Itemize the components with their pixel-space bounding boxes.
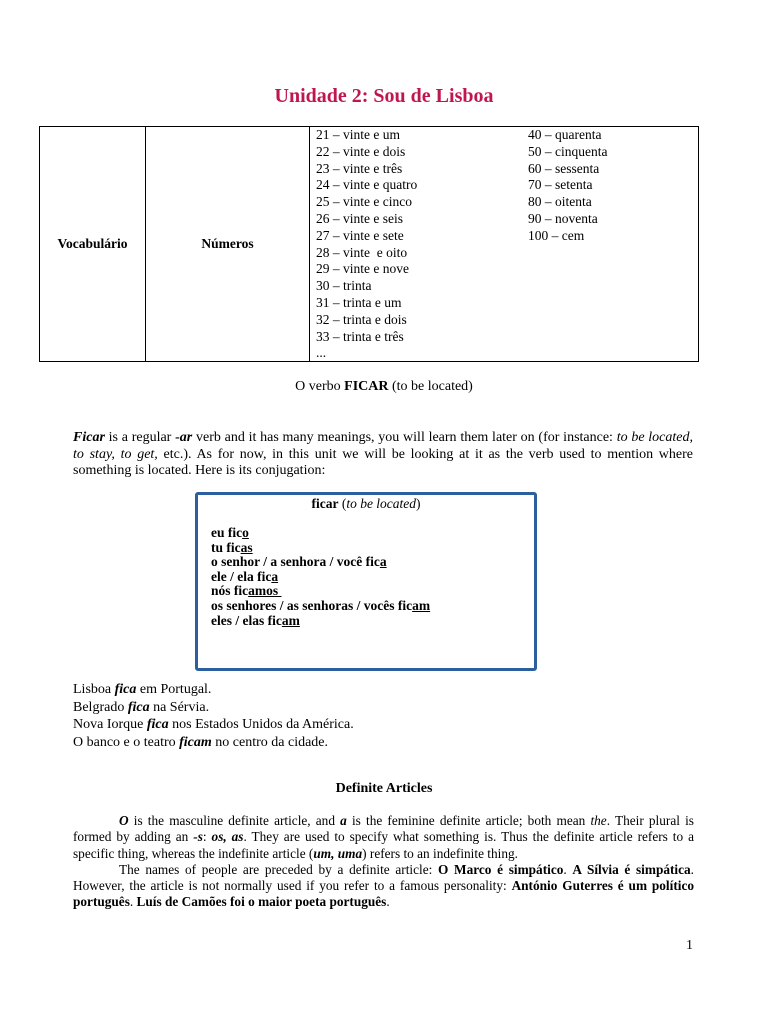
conjugation-title-open: ( bbox=[338, 496, 347, 511]
number-item: 29 – vinte e nove bbox=[316, 261, 409, 277]
numbers-label: Números bbox=[146, 127, 310, 362]
page-title: Unidade 2: Sou de Lisboa bbox=[274, 85, 494, 107]
conjugation-stem: eu fic bbox=[211, 525, 243, 540]
conjugation-line bbox=[211, 584, 430, 599]
conjugation-line bbox=[211, 570, 430, 585]
verb-heading bbox=[0, 379, 768, 395]
intro-text-3: etc.). As for now, in this unit we will be looking at it as the verb used to mention where something is located. Here is its conjugation: bbox=[73, 446, 693, 478]
number-item: 70 – setenta bbox=[528, 177, 593, 193]
example-post: em Portugal. bbox=[136, 682, 212, 697]
example-verb: fica bbox=[127, 699, 150, 715]
example-sentence bbox=[73, 716, 354, 734]
conjugation-line bbox=[211, 599, 430, 614]
intro-ar: -ar bbox=[175, 430, 193, 445]
p2-text-3: . However, the article is not normally used if you refer to a famous personality: bbox=[73, 861, 694, 894]
number-item: 32 – trinta e dois bbox=[316, 311, 407, 327]
article-plurals: os, as bbox=[211, 829, 244, 845]
example-verb: fica bbox=[114, 682, 137, 697]
intro-ficar: Ficar bbox=[73, 430, 105, 445]
number-item: 50 – cinquenta bbox=[528, 143, 608, 159]
number-item: 60 – sessenta bbox=[528, 160, 600, 176]
number-item: 27 – vinte e sete bbox=[316, 227, 404, 243]
example-pre: Belgrado bbox=[73, 699, 128, 715]
number-item: 31 – trinta e um bbox=[316, 294, 402, 310]
number-item: 30 – trinta bbox=[316, 278, 372, 294]
numbers-right-column bbox=[528, 127, 607, 245]
p1-text-2: is the feminine definite article; both mean bbox=[346, 813, 591, 828]
p1-text-1: is the masculine definite article, and bbox=[128, 813, 341, 828]
verb-heading-pre: O verbo bbox=[295, 379, 345, 394]
example-verb: ficam bbox=[179, 734, 212, 750]
conjugation-ending: am bbox=[281, 612, 300, 628]
example-sentence bbox=[73, 699, 354, 717]
number-item: 90 – noventa bbox=[528, 210, 598, 226]
number-item: 22 – vinte e dois bbox=[316, 143, 406, 159]
conjugation-line bbox=[211, 541, 430, 556]
article-o: O bbox=[119, 813, 129, 828]
conjugation-line bbox=[211, 614, 430, 629]
conjugation-stem: eles / elas fic bbox=[211, 612, 282, 628]
p1-text-5: . They are used to specify what something is. Thus the definite article refers to a specific thing, whereas the indefinite article ( bbox=[73, 829, 694, 861]
number-item: 40 – quarenta bbox=[528, 127, 602, 142]
articles-paragraph-2 bbox=[73, 862, 694, 911]
conjugation-ending: am bbox=[412, 597, 431, 613]
article-indefinite: um, uma bbox=[313, 845, 363, 861]
articles-body bbox=[73, 813, 694, 911]
verb-intro-paragraph bbox=[73, 430, 693, 480]
example-verb-bold bbox=[128, 700, 150, 715]
verb-heading-verb: FICAR bbox=[344, 379, 389, 394]
conjugation-ending: o bbox=[242, 525, 249, 540]
example-post: na Sérvia. bbox=[149, 699, 210, 715]
example-sentence bbox=[73, 681, 354, 699]
example-pre: Nova Iorque bbox=[73, 717, 147, 732]
conjugation-ending: a bbox=[271, 568, 279, 584]
example-pre: Lisboa bbox=[73, 682, 115, 697]
intro-examples: to be located, to stay, to get, bbox=[73, 430, 694, 462]
number-item: 23 – vinte e três bbox=[316, 160, 403, 176]
example-verb-bold bbox=[179, 735, 212, 750]
vocabulary-table bbox=[39, 126, 699, 362]
p1-text-4: : bbox=[202, 829, 212, 845]
example-verb-bold bbox=[147, 717, 169, 732]
p2-text-2: . bbox=[563, 861, 573, 877]
verb-heading-post: (to be located) bbox=[388, 379, 473, 394]
number-item: 24 – vinte e quatro bbox=[316, 177, 418, 193]
conjugation-lines bbox=[211, 526, 430, 628]
conjugation-ending: amos bbox=[248, 583, 282, 599]
article-the: the bbox=[590, 813, 607, 828]
p2-text-5: . bbox=[386, 894, 390, 910]
conjugation-line bbox=[211, 526, 430, 541]
numbers-list-cell bbox=[310, 127, 699, 362]
usage-examples bbox=[73, 681, 354, 751]
p2-text-1: The names of people are preceded by a definite article: bbox=[119, 861, 438, 877]
conjugation-stem: o senhor / a senhora / você fic bbox=[211, 554, 380, 570]
articles-heading: Definite Articles bbox=[335, 781, 433, 796]
number-item: 25 – vinte e cinco bbox=[316, 194, 412, 210]
conjugation-stem: ele / ela fic bbox=[211, 568, 272, 584]
article-a: a bbox=[340, 813, 347, 828]
conjugation-title-gloss: to be located bbox=[346, 496, 417, 511]
p1-text-3: . Their plural is formed by adding an bbox=[73, 813, 694, 845]
number-item: 28 – vinte e oito bbox=[316, 244, 408, 260]
intro-text-2: verb and it has many meanings, you will learn them later on (for instance: bbox=[192, 430, 617, 445]
number-item: 26 – vinte e seis bbox=[316, 210, 403, 226]
articles-paragraph-1 bbox=[73, 813, 694, 862]
number-item: 100 – cem bbox=[528, 227, 585, 243]
conjugation-title bbox=[198, 496, 534, 512]
example-post: nos Estados Unidos da América. bbox=[168, 717, 354, 732]
intro-text-1: is a regular bbox=[104, 430, 176, 445]
number-item: 33 – trinta e três bbox=[316, 328, 404, 344]
p2-example-1: O Marco é simpático bbox=[437, 861, 564, 877]
example-verb: fica bbox=[146, 717, 169, 732]
conjugation-stem: tu fic bbox=[211, 539, 241, 555]
conjugation-line bbox=[211, 555, 430, 570]
example-verb-bold bbox=[115, 682, 137, 697]
p2-example-3: António Guterres é um político português bbox=[73, 878, 694, 910]
p1-text-6: ) refers to an indefinite thing. bbox=[362, 845, 518, 861]
number-item: ... bbox=[316, 345, 327, 361]
numbers-left-column bbox=[316, 127, 417, 362]
conjugation-stem: os senhores / as senhoras / vocês fic bbox=[211, 597, 413, 613]
p2-example-2: A Sílvia é simpática bbox=[572, 861, 691, 877]
conjugation-ending: as bbox=[240, 539, 253, 555]
example-post: no centro da cidade. bbox=[211, 734, 329, 750]
page-number: 1 bbox=[686, 938, 693, 953]
example-sentence bbox=[73, 734, 354, 752]
vocabulary-label: Vocabulário bbox=[40, 127, 146, 362]
number-item: 21 – vinte e um bbox=[316, 127, 400, 142]
conjugation-title-verb: ficar bbox=[311, 496, 339, 511]
p2-example-4: Luís de Camões foi o maior poeta português bbox=[136, 894, 387, 910]
number-item: 80 – oitenta bbox=[528, 194, 592, 210]
conjugation-stem: nós fic bbox=[211, 583, 249, 599]
conjugation-ending: a bbox=[379, 554, 387, 570]
conjugation-title-close: ) bbox=[416, 496, 421, 511]
p2-text-4: . bbox=[129, 894, 137, 910]
conjugation-box bbox=[195, 492, 537, 671]
example-pre: O banco e o teatro bbox=[73, 734, 180, 750]
article-s: -s bbox=[193, 829, 203, 845]
